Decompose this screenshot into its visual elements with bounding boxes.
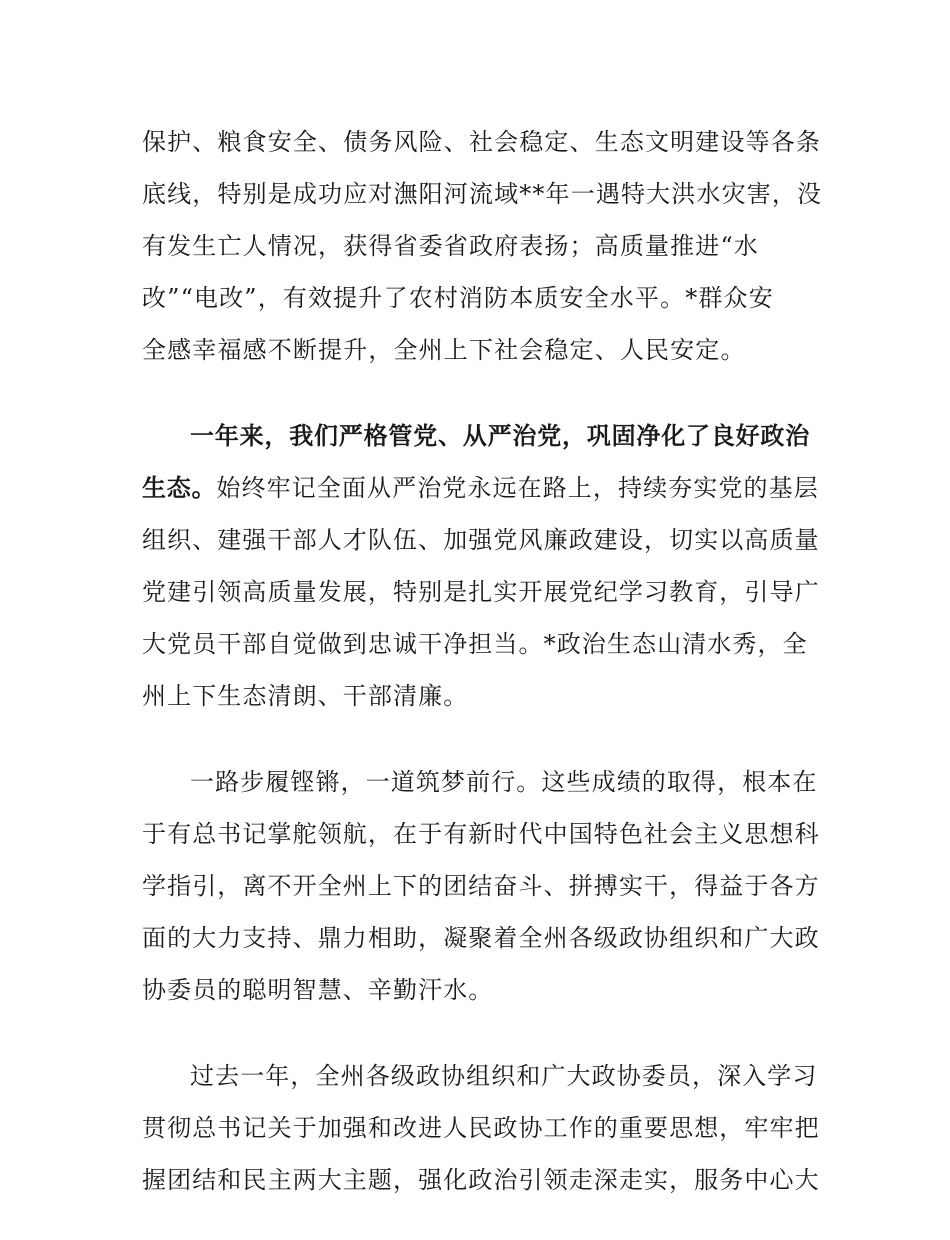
bold-heading-line: 一年来，我们严格管党、从严治党，巩固净化了良好政治 (190, 422, 810, 450)
text-line: 改”“电改”，有效提升了农村消防本质安全水平。*群众安 (142, 284, 774, 312)
text-line: 组织、建强干部人才队伍、加强党风廉政建设，切实以高质量 (142, 526, 820, 554)
paragraph-achievements (142, 756, 820, 1016)
text-line: 学指引，离不开全州上下的团结奋斗、拼搏实干，得益于各方 (142, 872, 820, 900)
text-line: 面的大力支持、鼎力相助，凝聚着全州各级政协组织和广大政 (142, 924, 820, 952)
text-line: 党建引领高质量发展，特别是扎实开展党纪学习教育，引导广 (142, 578, 820, 606)
paragraph-party-governance (142, 410, 820, 722)
text-line (142, 462, 819, 514)
text-line: 州上下生态清朗、干部清廉。 (142, 682, 469, 710)
text-line: 于有总书记掌舵领航，在于有新时代中国特色社会主义思想科 (142, 820, 820, 848)
paragraph-safety (142, 116, 823, 376)
text-line: 握团结和民主两大主题，强化政治引领走深走实，服务中心大 (142, 1166, 820, 1194)
text-line: 一路步履铿锵，一道筑梦前行。这些成绩的取得，根本在 (190, 768, 818, 796)
text-line: 全感幸福感不断提升，全州上下社会稳定、人民安定。 (142, 336, 746, 364)
bold-heading-end: 生态。 (142, 474, 217, 502)
text-line-rest: 始终牢记全面从严治党永远在路上，持续夯实党的基层 (216, 474, 819, 502)
paragraph-past-year (142, 1050, 820, 1206)
text-line: 保护、粮食安全、债务风险、社会稳定、生态文明建设等各条 (142, 128, 822, 156)
text-line: 大党员干部自觉做到忠诚干净担当。*政治生态山清水秀，全 (142, 630, 808, 658)
text-line: 过去一年，全州各级政协组织和广大政协委员，深入学习 (190, 1062, 818, 1090)
text-line: 有发生亡人情况，获得省委省政府表扬；高质量推进“水 (142, 232, 760, 260)
document-page (142, 116, 823, 1240)
text-line: 协委员的聪明智慧、辛勤汗水。 (142, 976, 494, 1004)
text-line: 贯彻总书记关于加强和改进人民政协工作的重要思想，牢牢把 (142, 1114, 820, 1142)
text-line: 底线，特别是成功应对潕阳河流域**年一遇特大洪水灾害，没 (142, 180, 823, 208)
